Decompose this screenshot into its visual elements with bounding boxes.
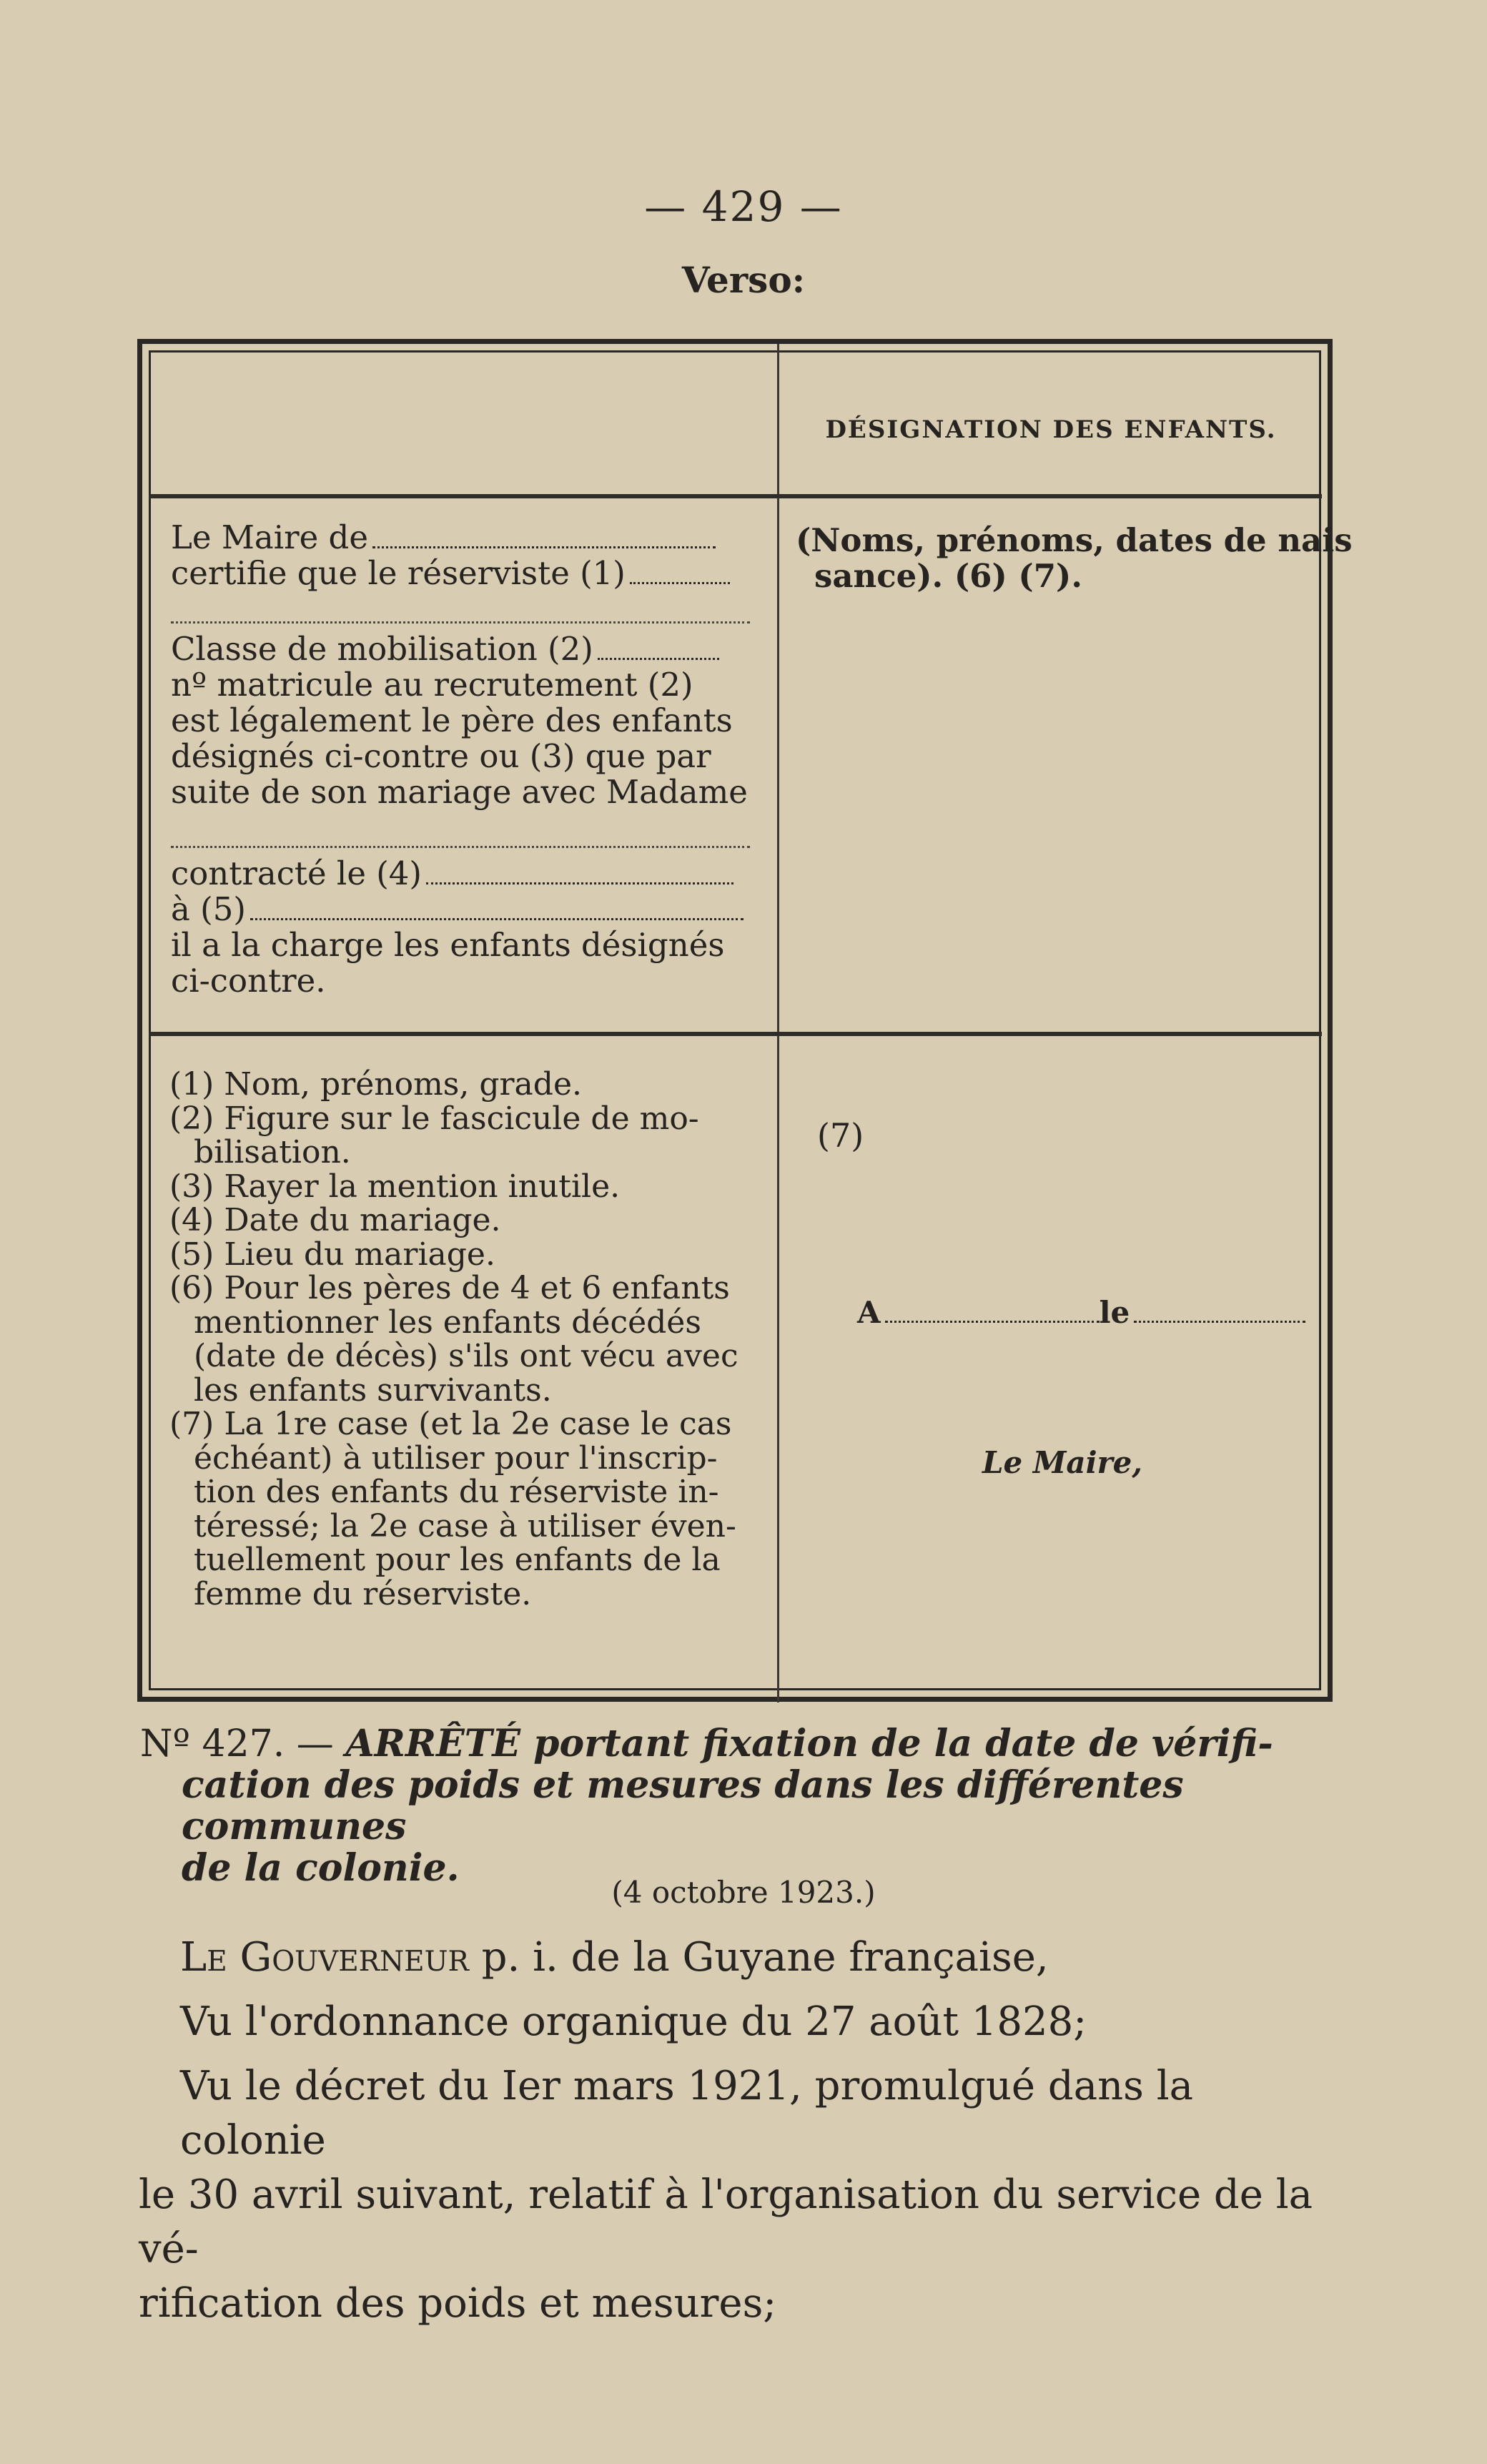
father-line: est légalement le père des enfants [171,701,733,739]
blank-fill [250,912,744,920]
mobilisation-block [171,631,748,810]
blank-fill [598,652,719,660]
reservist-line: certifie que le réserviste (1) [171,554,626,592]
arrete-title-line-2: cation des poids et mesures dans les différentes communes [182,1763,1184,1848]
blank-fill [885,1315,1100,1323]
note-6-cont: les enfants survivants. [194,1371,552,1409]
arrete-date: (4 octobre 1923.) [611,1875,876,1910]
mayor-signature-label: Le Maire, [982,1445,1143,1480]
blank-fill [1134,1315,1305,1323]
note-7: (7) La 1re case (et la 2e case le cas [169,1406,732,1442]
mayor-certify-block [171,520,730,591]
note-7-cont: téressé; la 2e case à utiliser éven- [194,1507,736,1544]
children-designation-header: DÉSIGNATION DES ENFANTS. [825,415,1277,444]
note-7-cont: femme du réserviste. [194,1575,532,1612]
note-5: (5) Lieu du mariage. [169,1236,495,1273]
arrete-title [140,1723,1341,1889]
second-box-marker: (7) [817,1116,864,1155]
vu-ordonnance-paragraph: Vu l'ordonnance organique du 27 août 1828; [180,1999,1087,2045]
mobilisation-class-line: Classe de mobilisation (2) [171,630,593,668]
note-3: (3) Rayer la mention inutile. [169,1168,621,1205]
marriage-line: suite de son mariage avec Madame [171,773,748,811]
charge-line: il a la charge les enfants désignés [171,926,725,964]
note-2-cont: bilisation. [194,1134,351,1171]
mayor-of-line: Le Maire de [171,518,368,556]
blank-fill [630,576,730,584]
page-number: — 429 — [644,182,843,231]
note-7-cont: échéant) à utiliser pour l'inscrip- [194,1439,718,1477]
blank-fill [372,541,716,548]
header-rule [149,494,1322,498]
opposite-line: ci-contre. [171,962,326,1000]
dotted-separator [171,621,750,624]
footnotes-list [169,1068,738,1611]
column-divider [777,344,779,1702]
middle-rule [149,1032,1322,1036]
note-7-cont: tion des enfants du réserviste in- [194,1474,719,1510]
note-6-cont: mentionner les enfants décédés [194,1304,701,1341]
gouverneur-title: Le Gouverneur [180,1934,469,1981]
note-6: (6) Pour les pères de 4 et 6 enfants [169,1270,730,1306]
vu-decret-paragraph: Vu le décret du Ier mars 1921, promulgué dans la colonie le 30 avril suivant, relatif à l'organisation du service de la vé- rification des poids et mesures; [139,2063,1313,2327]
designated-line: désignés ci-contre ou (3) que par [171,737,711,775]
contract-block [171,856,744,999]
note-2: (2) Figure sur le fascicule de mo- [169,1100,699,1137]
note-4: (4) Date du mariage. [169,1202,501,1238]
gouverneur-paragraph: Le Gouverneur p. i. de la Guyane française, [180,1934,1049,1981]
names-dates-note: (Noms, prénoms, dates de nais sance). (6) (7). [796,521,1353,595]
registration-number-line: nº matricule au recrutement (2) [171,666,693,704]
note-6-cont: (date de décès) s'ils ont vécu avec [194,1338,738,1374]
note-1: (1) Nom, prénoms, grade. [169,1066,582,1103]
verso-heading: Verso: [681,259,806,301]
dotted-separator [171,846,750,848]
arrete-title-line-3: de la colonie. [182,1846,460,1890]
arrete-title-line-1: ARRÊTÉ portant fixation de la date de vérifi- [345,1722,1273,1765]
note-7-cont: tuellement pour les enfants de la [194,1542,721,1578]
blank-fill [426,877,733,884]
place-date-line: A le [857,1295,1305,1330]
arrete-number: Nº 427. — [140,1723,334,1765]
certificate-form-table [137,339,1353,1702]
contracted-line: contracté le (4) [171,854,422,892]
place-line-a: à (5) [171,890,246,928]
